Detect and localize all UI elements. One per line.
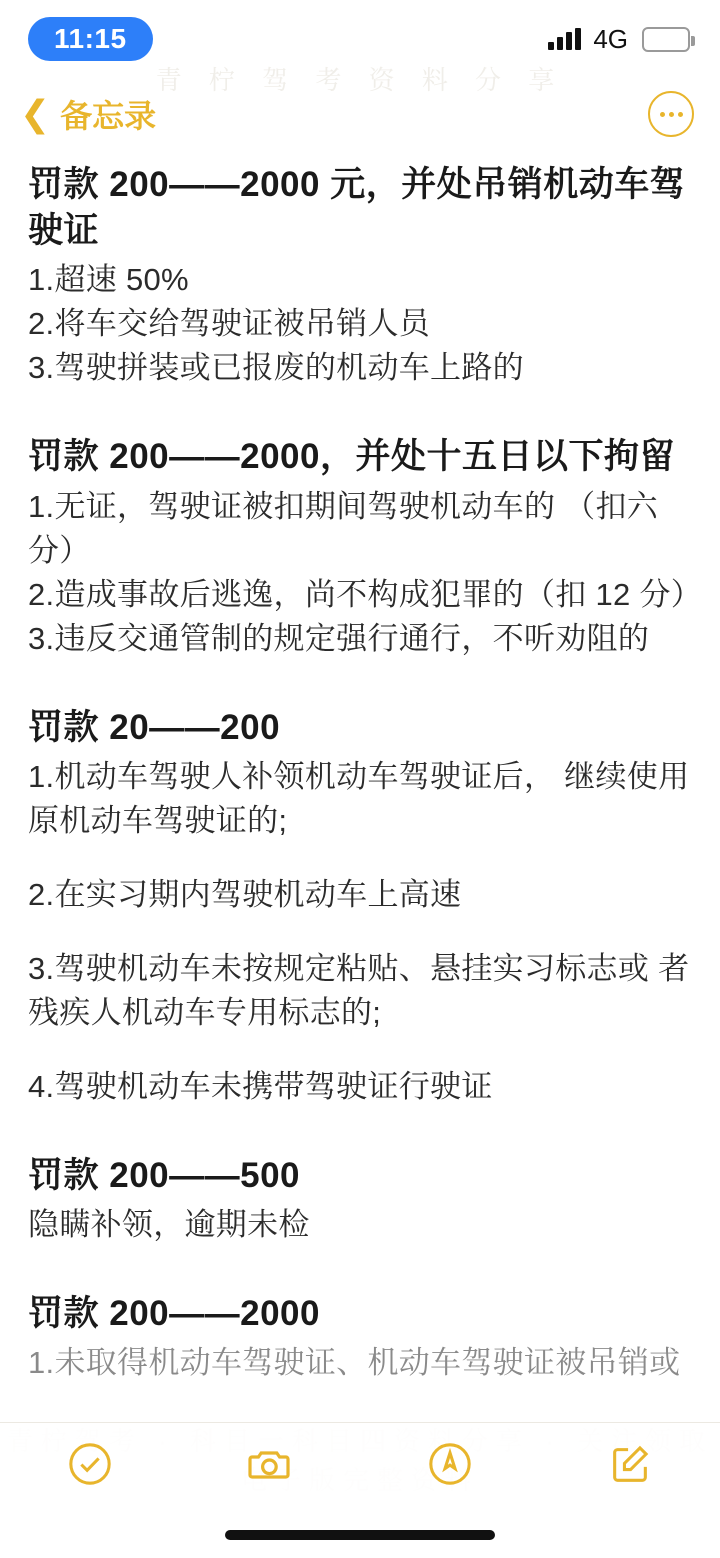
section-title: 罚款 20——200	[28, 707, 281, 747]
section-line: 1.无证，驾驶证被扣期间驾驶机动车的 （扣六分）	[28, 488, 659, 568]
signal-bars-icon	[548, 28, 581, 50]
note-section	[28, 705, 692, 1109]
nav-bar	[0, 78, 720, 150]
note-section	[28, 1291, 692, 1385]
markup-pen-icon[interactable]	[424, 1438, 476, 1490]
section-line: 2.在实习期内驾驶机动车上高速	[28, 876, 462, 912]
section-line: 2.造成事故后逃逸，尚不构成犯罪的（扣 12 分）	[28, 576, 703, 612]
spacer	[28, 1257, 692, 1291]
section-line: 隐瞒补领，逾期未检	[28, 1207, 310, 1243]
section-title: 罚款 200——2000 元，并处吊销机动车驾驶证	[28, 165, 686, 251]
watermark-top: 青 柠 驾 考 资 料 分 享	[155, 65, 565, 95]
nav-title: 备忘录	[60, 98, 157, 134]
more-dots-icon[interactable]	[648, 91, 694, 137]
compose-icon[interactable]	[604, 1438, 656, 1490]
note-section	[28, 162, 692, 390]
note-content[interactable]	[0, 150, 720, 1558]
back-button[interactable]	[20, 91, 156, 137]
section-line: 1.未取得机动车驾驶证、机动车驾驶证被吊销或	[28, 1345, 681, 1381]
checklist-circle-icon[interactable]	[64, 1438, 116, 1490]
section-line: 1.机动车驾驶人补领机动车驾驶证后， 继续使用原机动车驾驶证的;	[28, 758, 690, 838]
note-section	[28, 434, 703, 660]
status-indicators	[548, 24, 690, 55]
note-section	[28, 1153, 692, 1247]
spacer	[28, 671, 692, 705]
section-line: 3.驾驶机动车未按规定粘贴、悬挂实习标志或 者残疾人机动车专用标志的;	[28, 950, 690, 1030]
chevron-left-icon: ❮	[20, 93, 51, 134]
section-title: 罚款 200——2000，并处十五日以下拘留	[28, 437, 675, 477]
section-title: 罚款 200——500	[28, 1155, 301, 1195]
status-time: 11:15	[28, 17, 153, 61]
spacer	[28, 1119, 692, 1153]
section-line: 1.超速 50%	[28, 262, 189, 298]
spacer	[28, 400, 692, 434]
note-toolbar	[0, 1422, 720, 1504]
section-title: 罚款 200——2000	[28, 1294, 320, 1334]
section-line: 2.将车交给驾驶证被吊销人员	[28, 306, 431, 342]
section-line: 4.驾驶机动车未携带驾驶证行驶证	[28, 1068, 493, 1104]
section-line: 3.违反交通管制的规定强行通行，不听劝阻的	[28, 620, 650, 656]
network-type-label: 4G	[593, 23, 628, 54]
status-bar	[0, 0, 720, 78]
battery-charging-icon: ⚡	[642, 27, 690, 52]
camera-icon[interactable]	[244, 1438, 296, 1490]
section-line: 3.驾驶拼装或已报废的机动车上路的	[28, 350, 524, 386]
home-indicator[interactable]	[225, 1530, 495, 1540]
